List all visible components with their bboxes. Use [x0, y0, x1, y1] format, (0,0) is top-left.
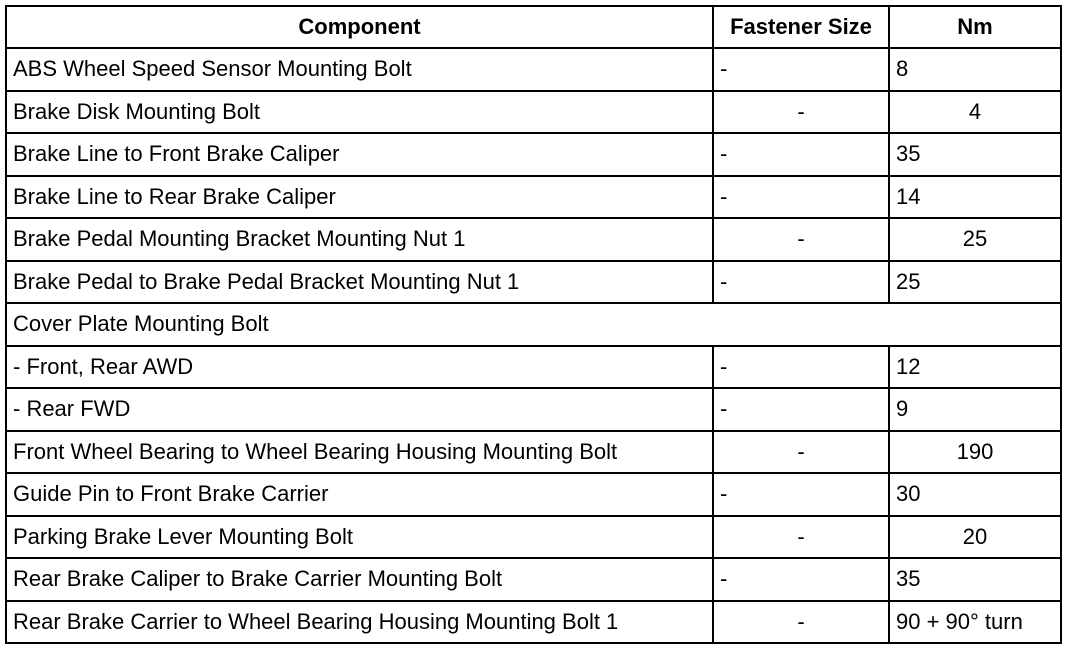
table-row — [6, 261, 1061, 304]
table-body — [6, 48, 1061, 643]
fastener-size-cell: - — [713, 346, 889, 389]
header-component: Component — [6, 6, 713, 48]
table-row — [6, 388, 1061, 431]
nm-cell: 190 — [889, 431, 1061, 474]
fastener-size-cell: - — [713, 558, 889, 601]
table-row — [6, 431, 1061, 474]
component-cell: Brake Pedal to Brake Pedal Bracket Mounting Nut 1 — [6, 261, 713, 304]
table-row — [6, 346, 1061, 389]
nm-cell: 12 — [889, 346, 1061, 389]
table-row — [6, 133, 1061, 176]
fastener-size-cell: - — [713, 133, 889, 176]
component-cell: Rear Brake Caliper to Brake Carrier Mounting Bolt — [6, 558, 713, 601]
header-row — [6, 6, 1061, 48]
header-fastener-size: Fastener Size — [713, 6, 889, 48]
table-row — [6, 601, 1061, 644]
component-cell: Brake Disk Mounting Bolt — [6, 91, 713, 134]
component-cell: Brake Line to Rear Brake Caliper — [6, 176, 713, 219]
fastener-size-cell: - — [713, 473, 889, 516]
component-cell: Parking Brake Lever Mounting Bolt — [6, 516, 713, 559]
section-row — [6, 303, 1061, 346]
table-row — [6, 473, 1061, 516]
nm-cell: 30 — [889, 473, 1061, 516]
fastener-size-cell: - — [713, 516, 889, 559]
component-cell: - Front, Rear AWD — [6, 346, 713, 389]
fastener-size-cell: - — [713, 176, 889, 219]
component-cell: Brake Line to Front Brake Caliper — [6, 133, 713, 176]
torque-spec-table — [5, 5, 1062, 644]
table-row — [6, 516, 1061, 559]
component-cell: Rear Brake Carrier to Wheel Bearing Housing Mounting Bolt 1 — [6, 601, 713, 644]
fastener-size-cell: - — [713, 218, 889, 261]
component-cell: Cover Plate Mounting Bolt — [6, 303, 1061, 346]
fastener-size-cell: - — [713, 431, 889, 474]
component-cell: - Rear FWD — [6, 388, 713, 431]
fastener-size-cell: - — [713, 388, 889, 431]
table-row — [6, 558, 1061, 601]
nm-cell: 25 — [889, 261, 1061, 304]
nm-cell: 20 — [889, 516, 1061, 559]
nm-cell: 35 — [889, 558, 1061, 601]
fastener-size-cell: - — [713, 261, 889, 304]
component-cell: ABS Wheel Speed Sensor Mounting Bolt — [6, 48, 713, 91]
fastener-size-cell: - — [713, 601, 889, 644]
component-cell: Guide Pin to Front Brake Carrier — [6, 473, 713, 516]
nm-cell: 8 — [889, 48, 1061, 91]
nm-cell: 9 — [889, 388, 1061, 431]
fastener-size-cell: - — [713, 91, 889, 134]
table-row — [6, 48, 1061, 91]
nm-cell: 25 — [889, 218, 1061, 261]
component-cell: Brake Pedal Mounting Bracket Mounting Nut 1 — [6, 218, 713, 261]
nm-cell: 4 — [889, 91, 1061, 134]
nm-cell: 90 + 90° turn — [889, 601, 1061, 644]
header-nm: Nm — [889, 6, 1061, 48]
table-row — [6, 91, 1061, 134]
table-row — [6, 176, 1061, 219]
table-row — [6, 218, 1061, 261]
nm-cell: 35 — [889, 133, 1061, 176]
nm-cell: 14 — [889, 176, 1061, 219]
fastener-size-cell: - — [713, 48, 889, 91]
component-cell: Front Wheel Bearing to Wheel Bearing Housing Mounting Bolt — [6, 431, 713, 474]
